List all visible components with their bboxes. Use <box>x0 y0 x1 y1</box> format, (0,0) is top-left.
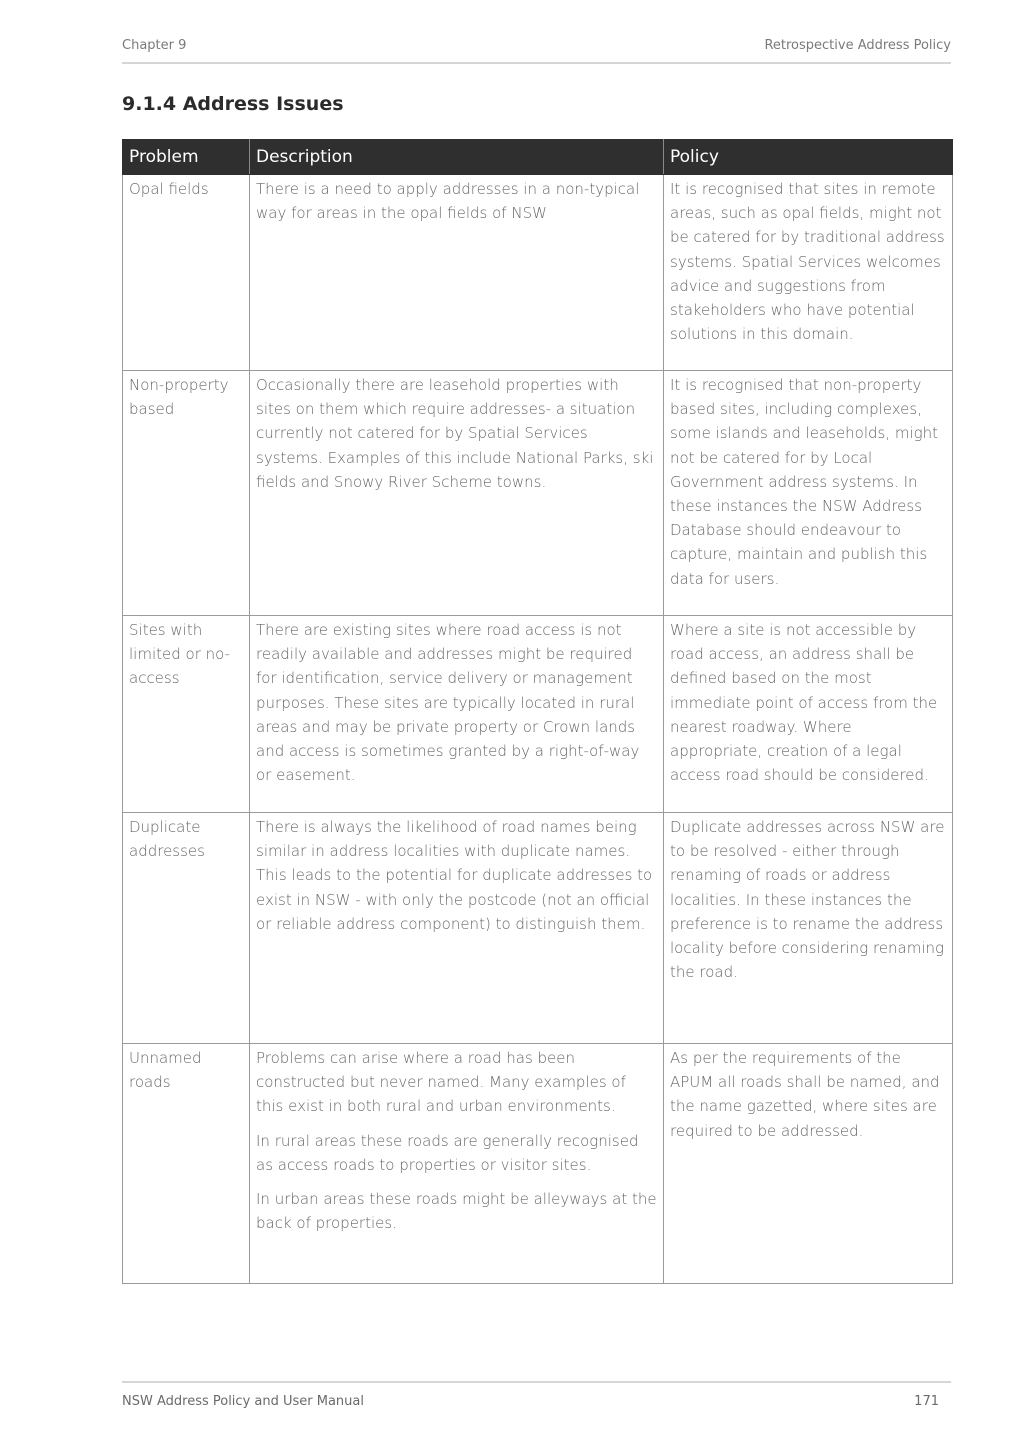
description-cell <box>250 371 664 616</box>
description-text: Occasionally there are leasehold properties with sites on them which require addresses- a situation currently not catered for by Spatial Services systems. Examples of this include National Parks, ski fields and Snowy River Scheme towns. <box>256 376 654 491</box>
description-text: There is always the likelihood of road names being similar in address localities with duplicate names. This leads to the potential for duplicate addresses to exist in NSW - with only the postcode (not an official or reliable address component) to distinguish them. <box>256 818 653 933</box>
description-text: There is a need to apply addresses in a non-typical way for areas in the opal fields of NSW <box>256 180 640 223</box>
policy-cell <box>664 1044 953 1284</box>
page-number: 171 <box>914 1394 939 1409</box>
page-title: 9.1.4 Address Issues <box>122 93 344 115</box>
description-text: Problems can arise where a road has been constructed but never named. Many examples of this exist in both rural and urban environments. <box>256 1049 626 1116</box>
table-row <box>123 175 953 371</box>
policy-cell <box>664 616 953 813</box>
problem-cell: Sites with limited or no-access <box>123 616 250 813</box>
policy-text: Where a site is not accessible by road access, an address shall be defined based on the most immediate point of access from the nearest roadway. Where appropriate, creation of a legal access road should be considered. <box>670 621 938 785</box>
table-row <box>123 371 953 616</box>
manual-title: NSW Address Policy and User Manual <box>122 1394 364 1409</box>
policy-text: Duplicate addresses across NSW are to be resolved - either through renaming of roads or address localities. In these instances the preference is to rename the address locality before considering renaming the road. <box>670 818 945 982</box>
description-cell <box>250 616 664 813</box>
table-row <box>123 813 953 1044</box>
table-row <box>123 616 953 813</box>
table-header-row <box>123 140 953 175</box>
policy-text: It is recognised that sites in remote areas, such as opal fields, might not be catered for by traditional address systems. Spatial Services welcomes advice and suggestions from stakeholders who have potential solutions in this domain. <box>670 180 945 344</box>
page-footer <box>122 1381 951 1409</box>
description-cell <box>250 1044 664 1284</box>
column-header-policy: Policy <box>664 140 953 175</box>
problem-cell: Duplicate addresses <box>123 813 250 1044</box>
policy-cell <box>664 175 953 371</box>
column-header-description: Description <box>250 140 664 175</box>
description-cell <box>250 175 664 371</box>
problem-cell: Non-property based <box>123 371 250 616</box>
policy-text: It is recognised that non-property based sites, including complexes, some islands and leaseholds, might not be catered for by Local Government address systems. In these instances the NSW Address Database should endeavour to capture, maintain and publish this data for users. <box>670 376 939 588</box>
address-issues-table <box>122 139 953 1284</box>
problem-cell: Opal fields <box>123 175 250 371</box>
description-cell <box>250 813 664 1044</box>
column-header-problem: Problem <box>123 140 250 175</box>
section-label: Retrospective Address Policy <box>764 38 951 53</box>
page-header <box>122 36 951 64</box>
chapter-label: Chapter 9 <box>122 38 187 53</box>
description-text: In rural areas these roads are generally recognised as access roads to properties or visitor sites. <box>256 1131 639 1174</box>
description-text: There are existing sites where road access is not readily available and addresses might be required for identification, service delivery or management purposes. These sites are typically located in rural areas and may be private property or Crown lands and access is sometimes granted by a right-of-way or easement. <box>256 621 640 785</box>
policy-cell <box>664 813 953 1044</box>
description-text: In urban areas these roads might be alleyways at the back of properties. <box>256 1190 657 1233</box>
policy-cell <box>664 371 953 616</box>
problem-cell: Unnamed roads <box>123 1044 250 1284</box>
policy-text: As per the requirements of the APUM all roads shall be named, and the name gazetted, where sites are required to be addressed. <box>670 1049 940 1140</box>
table-row <box>123 1044 953 1284</box>
